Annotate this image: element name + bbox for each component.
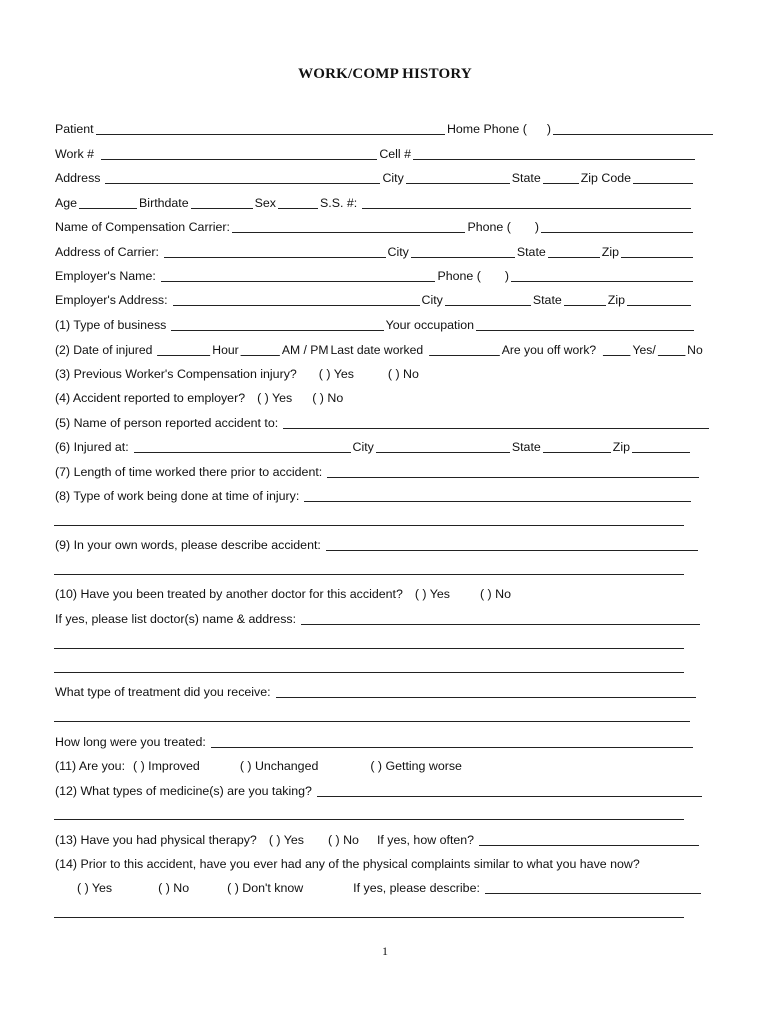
- label-city: City: [382, 171, 404, 185]
- how-long-field[interactable]: [211, 735, 693, 748]
- label-last-date: Last date worked: [330, 343, 424, 357]
- row-work: [54, 143, 696, 161]
- label-how-often: If yes, how often?: [376, 833, 475, 847]
- prev-injury-no[interactable]: ( ) No: [387, 367, 419, 381]
- row-q13: [54, 829, 700, 847]
- patient-field[interactable]: [96, 122, 445, 135]
- label-zip: Zip: [601, 245, 619, 259]
- label-employer-phone: Phone (: [437, 269, 481, 283]
- label-off-work: Are you off work?: [501, 343, 597, 357]
- employer-zip-field[interactable]: [627, 293, 691, 306]
- label-q2: (2) Date of injured: [54, 343, 153, 357]
- label-home-phone: Home Phone (: [446, 122, 527, 136]
- label-zip-code: Zip Code: [580, 171, 631, 185]
- last-date-field[interactable]: [429, 343, 500, 356]
- employer-address-field[interactable]: [173, 293, 420, 306]
- work-type-field[interactable]: [304, 489, 691, 502]
- city-field[interactable]: [406, 171, 510, 184]
- age-field[interactable]: [79, 196, 137, 209]
- prior-yes[interactable]: ( ) Yes: [77, 881, 113, 895]
- label-city: City: [352, 440, 374, 454]
- label-q4: (4) Accident reported to employer?: [55, 391, 246, 405]
- label-state: State: [511, 440, 541, 454]
- treatment-type-field[interactable]: [276, 685, 696, 698]
- label-carrier-phone: Phone (: [467, 220, 511, 234]
- label-paren-close: ): [534, 220, 539, 234]
- label-q9: (9) In your own words, please describe accident:: [55, 538, 321, 552]
- row-q5: [54, 412, 710, 430]
- label-yes-slash: Yes/: [632, 343, 656, 357]
- how-often-field[interactable]: [479, 833, 699, 846]
- label-q14: (14) Prior to this accident, have you ever had any of the physical complaints similar to what you have now?: [55, 857, 640, 871]
- label-ss: S.S. #:: [320, 196, 358, 210]
- prior-no[interactable]: ( ) No: [158, 881, 190, 895]
- birthdate-field[interactable]: [191, 196, 253, 209]
- medicine-continuation-line[interactable]: [54, 819, 684, 820]
- hour-field[interactable]: [241, 343, 280, 356]
- sex-field[interactable]: [278, 196, 318, 209]
- label-how-long: How long were you treated:: [55, 735, 206, 749]
- accident-description-field[interactable]: [326, 538, 698, 551]
- employer-city-field[interactable]: [445, 293, 531, 306]
- accident-continuation-line[interactable]: [54, 574, 684, 575]
- page-number: 1: [382, 944, 388, 958]
- row-how-long: [54, 731, 694, 749]
- state-field[interactable]: [543, 171, 579, 184]
- injured-zip-field[interactable]: [632, 440, 690, 453]
- label-employer-name: Employer's Name:: [55, 269, 156, 283]
- row-employer-address: [54, 289, 692, 307]
- row-q4: [54, 387, 714, 405]
- zip-code-field[interactable]: [633, 171, 693, 184]
- row-carrier: [54, 216, 694, 234]
- row-q14: [54, 853, 714, 871]
- employer-name-field[interactable]: [161, 269, 436, 282]
- injury-date-field[interactable]: [157, 343, 210, 356]
- doctor-continuation-line-2[interactable]: [54, 672, 684, 673]
- label-city: City: [387, 245, 409, 259]
- occupation-field[interactable]: [476, 318, 694, 331]
- label-state: State: [516, 245, 546, 259]
- label-zip: Zip: [612, 440, 630, 454]
- label-q3: (3) Previous Worker's Compensation injury?: [55, 367, 297, 381]
- row-q11: [54, 755, 714, 773]
- treatment-continuation-line[interactable]: [54, 721, 690, 722]
- carrier-zip-field[interactable]: [621, 245, 693, 258]
- label-paren-close: ): [546, 122, 551, 136]
- row-treatment-type: [54, 681, 697, 699]
- label-q8: (8) Type of work being done at time of injury:: [55, 489, 300, 503]
- carrier-city-field[interactable]: [411, 245, 515, 258]
- label-comp-carrier: Name of Compensation Carrier:: [55, 220, 230, 234]
- off-work-yes-field[interactable]: [603, 343, 630, 356]
- form-title: WORK/COMP HISTORY: [298, 66, 472, 82]
- label-q13: (13) Have you had physical therapy?: [55, 833, 257, 847]
- row-address: [54, 167, 694, 185]
- row-q14-options: [76, 877, 702, 895]
- label-list-doctor: If yes, please list doctor(s) name & address:: [55, 612, 297, 626]
- row-q7: [54, 461, 700, 479]
- label-q1: (1) Type of business: [55, 318, 167, 332]
- reported-no[interactable]: ( ) No: [312, 391, 344, 405]
- row-q2: [54, 339, 703, 357]
- label-hour: Hour: [212, 343, 239, 357]
- label-q7: (7) Length of time worked there prior to accident:: [55, 465, 323, 479]
- row-q6: [54, 436, 691, 454]
- label-city: City: [421, 293, 443, 307]
- describe-continuation-line[interactable]: [54, 917, 684, 918]
- label-birthdate: Birthdate: [139, 196, 189, 210]
- label-state: State: [511, 171, 541, 185]
- ss-field[interactable]: [362, 196, 691, 209]
- status-unchanged[interactable]: ( ) Unchanged: [239, 759, 319, 773]
- injured-state-field[interactable]: [543, 440, 611, 453]
- doctor-continuation-line-1[interactable]: [54, 648, 684, 649]
- home-phone-field[interactable]: [553, 122, 713, 135]
- label-work: Work #: [55, 147, 95, 161]
- doctor-list-field[interactable]: [301, 612, 700, 625]
- label-employer-address: Employer's Address:: [55, 293, 168, 307]
- employer-phone-field[interactable]: [511, 269, 693, 282]
- status-getting-worse[interactable]: ( ) Getting worse: [370, 759, 462, 773]
- label-paren-close: ): [504, 269, 509, 283]
- therapy-no[interactable]: ( ) No: [327, 833, 359, 847]
- prev-injury-yes[interactable]: ( ) Yes: [318, 367, 354, 381]
- label-carrier-address: Address of Carrier:: [55, 245, 159, 259]
- label-describe: If yes, please describe:: [353, 881, 480, 895]
- row-q10: [54, 583, 714, 601]
- row-q12: [54, 780, 703, 798]
- work-phone-field[interactable]: [101, 147, 377, 160]
- injured-at-field[interactable]: [134, 440, 351, 453]
- row-q3: [54, 363, 714, 381]
- carrier-address-field[interactable]: [164, 245, 386, 258]
- row-employer-name: [54, 265, 694, 283]
- label-cell: Cell #: [379, 147, 411, 161]
- reported-yes[interactable]: ( ) Yes: [257, 391, 293, 405]
- injured-city-field[interactable]: [376, 440, 510, 453]
- length-worked-field[interactable]: [327, 465, 699, 478]
- label-zip: Zip: [607, 293, 625, 307]
- employer-state-field[interactable]: [564, 293, 606, 306]
- label-q5: (5) Name of person reported accident to:: [55, 416, 279, 430]
- business-type-field[interactable]: [171, 318, 383, 331]
- reported-to-field[interactable]: [283, 416, 709, 429]
- off-work-no-field[interactable]: [658, 343, 685, 356]
- label-age: Age: [55, 196, 78, 210]
- label-address: Address: [55, 171, 101, 185]
- row-age: [54, 192, 692, 210]
- label-q10: (10) Have you been treated by another doctor for this accident?: [55, 587, 403, 601]
- describe-field[interactable]: [485, 881, 701, 894]
- row-list-doctor: [54, 608, 701, 626]
- medicine-field[interactable]: [317, 784, 702, 797]
- row-q8: [54, 485, 692, 503]
- label-sex: Sex: [254, 196, 276, 210]
- treated-no[interactable]: ( ) No: [479, 587, 511, 601]
- label-ampm[interactable]: AM / PM: [281, 343, 329, 357]
- label-occupation: Your occupation: [385, 318, 474, 332]
- carrier-state-field[interactable]: [548, 245, 600, 258]
- row-q1: [54, 314, 695, 332]
- row-carrier-address: [54, 241, 694, 259]
- label-state: State: [532, 293, 562, 307]
- prior-dont-know[interactable]: ( ) Don't know: [227, 881, 304, 895]
- row-q9: [54, 534, 699, 552]
- label-patient: Patient: [55, 122, 94, 136]
- treated-yes[interactable]: ( ) Yes: [414, 587, 450, 601]
- status-improved[interactable]: ( ) Improved: [133, 759, 200, 773]
- label-q11: (11) Are you:: [55, 759, 126, 773]
- cell-phone-field[interactable]: [413, 147, 695, 160]
- label-q12: (12) What types of medicine(s) are you taking?: [55, 784, 312, 798]
- address-field[interactable]: [105, 171, 380, 184]
- carrier-phone-field[interactable]: [541, 220, 693, 233]
- label-treatment-type: What type of treatment did you receive:: [55, 685, 271, 699]
- work-type-continuation-line[interactable]: [54, 525, 684, 526]
- label-no: No: [687, 343, 703, 357]
- comp-carrier-field[interactable]: [232, 220, 466, 233]
- therapy-yes[interactable]: ( ) Yes: [268, 833, 304, 847]
- row-patient: [54, 118, 714, 136]
- label-q6: (6) Injured at:: [55, 440, 129, 454]
